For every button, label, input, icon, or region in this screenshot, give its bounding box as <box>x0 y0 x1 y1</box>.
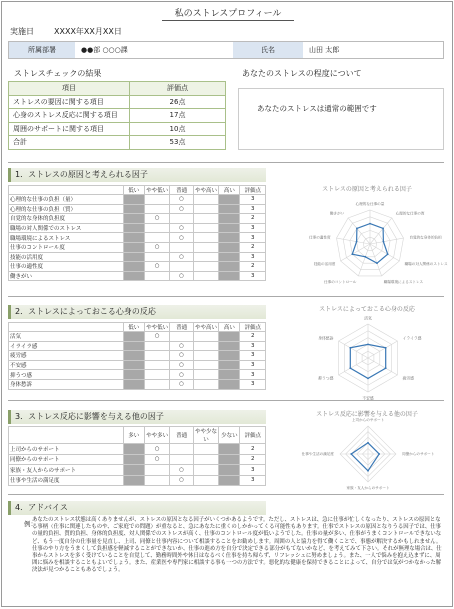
level-cell <box>219 204 240 214</box>
summary-table <box>8 81 226 150</box>
level-cell <box>193 262 218 272</box>
level-cell <box>144 379 169 389</box>
level-mark: ○ <box>144 454 169 465</box>
table-row <box>9 233 266 243</box>
level-cell <box>193 341 218 351</box>
level-cell <box>123 475 144 486</box>
date-label: 実施日 <box>10 27 34 36</box>
radar-point <box>385 367 387 369</box>
level-cell <box>144 271 169 281</box>
radar-spoke <box>339 358 368 375</box>
level-cell <box>219 332 240 342</box>
radar-spoke <box>358 244 370 276</box>
table-row <box>9 223 266 233</box>
level-cell <box>170 454 193 465</box>
header-blank <box>9 186 124 195</box>
name-value: 山田 太郎 <box>309 46 340 54</box>
level-cell <box>193 195 218 205</box>
row-score: 3 <box>240 370 266 380</box>
level-cell <box>193 223 218 233</box>
summary-score: 53点 <box>130 136 226 150</box>
row-score: 2 <box>240 262 266 272</box>
date-value: XXXX年XX月XX日 <box>54 27 122 36</box>
level-cell <box>123 454 144 465</box>
table-row <box>9 204 266 214</box>
level-cell <box>193 233 218 243</box>
level-heading: あなたのストレスの程度について <box>242 69 362 78</box>
row-label: 心理的な仕事の負担（量） <box>9 195 124 205</box>
row-score: 3 <box>240 252 266 262</box>
level-cell <box>219 223 240 233</box>
radar-axis-label: 疲労感 <box>402 375 414 381</box>
level-mark: ○ <box>170 360 193 370</box>
column-header: 高い <box>219 323 240 332</box>
level-cell <box>170 242 193 252</box>
row-score: 3 <box>240 465 266 476</box>
level-cell <box>170 332 193 342</box>
level-cell <box>123 465 144 476</box>
radar-point <box>387 253 389 255</box>
level-cell <box>144 370 169 380</box>
row-label: イライラ感 <box>9 341 124 351</box>
table-row <box>9 271 266 281</box>
level-cell <box>193 252 218 262</box>
level-cell <box>219 252 240 262</box>
section1-table <box>8 185 266 281</box>
radar-axis-label: 上司からのサポート <box>351 418 385 423</box>
level-cell <box>193 360 218 370</box>
column-header: 評価点 <box>240 186 266 195</box>
row-score: 3 <box>240 223 266 233</box>
row-score: 3 <box>240 233 266 243</box>
radar-axis-label: 心理的な仕事の質 <box>395 211 425 216</box>
level-cell <box>193 454 218 465</box>
radar-point <box>351 253 353 255</box>
chart3-radar <box>301 416 435 491</box>
divider <box>8 494 444 495</box>
table-header-row <box>9 186 266 195</box>
column-header: やや多い <box>144 427 169 444</box>
level-cell <box>170 214 193 224</box>
row-score: 2 <box>240 454 266 465</box>
radar-axis-label: 抑うつ感 <box>318 375 334 381</box>
level-cell <box>170 262 193 272</box>
radar-spoke <box>368 341 397 358</box>
section3-table <box>8 426 266 486</box>
level-mark: ○ <box>170 204 193 214</box>
row-label: 仕事や生活の満足度 <box>9 475 124 486</box>
level-mark: ○ <box>170 252 193 262</box>
level-cell <box>219 233 240 243</box>
radar-point <box>367 344 369 346</box>
level-cell <box>144 465 169 476</box>
level-cell <box>123 370 144 380</box>
level-mark: ○ <box>170 351 193 361</box>
stress-profile-page <box>1 1 453 607</box>
radar-axis-label: 活気 <box>364 315 372 321</box>
level-cell <box>219 195 240 205</box>
level-cell <box>219 341 240 351</box>
level-cell <box>193 242 218 252</box>
row-label: 身体愁訴 <box>9 379 124 389</box>
level-cell <box>144 351 169 361</box>
row-label: 不安感 <box>9 360 124 370</box>
chart1-title: ストレスの原因と考えられる因子 <box>322 186 412 193</box>
summary-item: 周囲のサポートに関する項目 <box>9 122 130 136</box>
level-cell <box>123 379 144 389</box>
table-row <box>9 360 266 370</box>
radar-point <box>364 256 366 258</box>
level-cell <box>123 214 144 224</box>
page-title: 私のストレスプロフィール <box>162 6 294 21</box>
section3-title: 3．ストレス反応に影響を与える他の因子 <box>8 410 266 424</box>
level-cell <box>193 332 218 342</box>
table-row <box>9 214 266 224</box>
radar-point <box>356 228 358 230</box>
example-label: 例： <box>24 520 37 528</box>
row-score: 2 <box>240 332 266 342</box>
level-mark: ○ <box>170 341 193 351</box>
radar-spoke <box>339 341 368 358</box>
row-label: 家族・友人からのサポート <box>9 465 124 476</box>
row-label: 抑うつ感 <box>9 370 124 380</box>
table-row <box>9 136 226 150</box>
row-score: 3 <box>240 204 266 214</box>
radar-axis-label: 職場の対人関係のストレス <box>404 262 448 267</box>
level-cell <box>144 341 169 351</box>
table-row <box>9 122 226 136</box>
row-label: 働きがい <box>9 271 124 281</box>
level-mark: ○ <box>170 195 193 205</box>
row-label: 仕事の適性度 <box>9 262 124 272</box>
level-mark: ○ <box>170 233 193 243</box>
level-box <box>238 88 444 150</box>
column-header: 普通 <box>170 427 193 444</box>
column-header: やや少ない <box>193 427 218 444</box>
radar-axis-label: 働きがい <box>329 211 345 216</box>
radar-spoke <box>370 238 403 244</box>
level-cell <box>123 271 144 281</box>
level-cell <box>219 242 240 252</box>
summary-item: 心身のストレス反応に関する項目 <box>9 109 130 123</box>
dept-label: 所属部署 <box>9 42 75 58</box>
level-cell <box>193 204 218 214</box>
level-mark: ○ <box>144 242 169 252</box>
radar-spoke <box>348 218 370 244</box>
radar-axis-label: 家族・友人からのサポート <box>346 486 390 491</box>
level-cell <box>219 214 240 224</box>
level-cell <box>219 271 240 281</box>
level-mark: ○ <box>144 444 169 455</box>
level-cell <box>123 223 144 233</box>
row-score: 2 <box>240 214 266 224</box>
radar-axis-label: 仕事の適性度 <box>309 235 331 240</box>
divider <box>8 400 444 401</box>
level-cell <box>193 465 218 476</box>
row-label: 職場の対人関係でのストレス <box>9 223 124 233</box>
table-row <box>9 379 266 389</box>
level-cell <box>219 465 240 476</box>
row-label: 疲労感 <box>9 351 124 361</box>
radar-point <box>367 470 369 472</box>
level-cell <box>123 360 144 370</box>
level-cell <box>123 233 144 243</box>
header-blank <box>9 323 124 332</box>
column-header: 高い <box>219 186 240 195</box>
summary-col-item: 項目 <box>9 82 130 96</box>
radar-point <box>349 367 351 369</box>
table-row <box>9 95 226 109</box>
radar-point <box>350 453 352 455</box>
table-header-row <box>9 427 266 444</box>
table-row <box>9 332 266 342</box>
radar-spoke <box>368 358 397 375</box>
row-score: 3 <box>240 379 266 389</box>
radar-axis-label: 身体愁訴 <box>318 335 334 341</box>
chart3-title: ストレス反応に影響を与える他の因子 <box>316 411 418 418</box>
row-score: 2 <box>240 242 266 252</box>
table-row <box>9 242 266 252</box>
level-cell <box>193 444 218 455</box>
name-label: 氏名 <box>233 42 303 58</box>
level-cell <box>193 271 218 281</box>
table-row <box>9 341 266 351</box>
radar-axis-label: 同僚からのサポート <box>402 452 435 457</box>
row-score: 3 <box>240 475 266 486</box>
column-header: 評価点 <box>240 323 266 332</box>
column-header: 普通 <box>170 186 193 195</box>
row-score: 3 <box>240 195 266 205</box>
section1-title: 1．ストレスの原因と考えられる因子 <box>8 168 266 182</box>
radar-spoke <box>370 218 392 244</box>
summary-item: 合計 <box>9 136 130 150</box>
row-label: 同僚からのサポート <box>9 454 124 465</box>
column-header: やや低い <box>144 186 169 195</box>
table-row <box>9 444 266 455</box>
level-cell <box>144 195 169 205</box>
summary-col-score: 評価点 <box>130 82 226 96</box>
chart2-title: ストレスによっておこる心身の反応 <box>319 306 415 313</box>
radar-point <box>376 262 378 264</box>
employee-info <box>8 41 444 59</box>
chart1-radar <box>298 194 448 292</box>
level-cell <box>170 444 193 455</box>
section2-title: 2．ストレスによっておこる心身の反応 <box>8 305 266 319</box>
table-row <box>9 465 266 476</box>
level-mark: ○ <box>170 223 193 233</box>
level-cell <box>123 204 144 214</box>
level-cell <box>144 360 169 370</box>
radar-axis-label: 技能の活用度 <box>313 262 336 267</box>
table-row <box>9 454 266 465</box>
level-cell <box>193 214 218 224</box>
level-cell <box>144 252 169 262</box>
level-cell <box>123 262 144 272</box>
table-row <box>9 475 266 486</box>
radar-spoke <box>337 238 370 244</box>
row-label: 上司からのサポート <box>9 444 124 455</box>
table-row <box>9 252 266 262</box>
level-mark: ○ <box>144 214 169 224</box>
level-cell <box>219 351 240 361</box>
level-cell <box>144 223 169 233</box>
column-header: 少ない <box>219 427 240 444</box>
level-mark: ○ <box>144 332 169 342</box>
chart2-radar <box>312 312 424 404</box>
radar-axis-label: 仕事のコントロール <box>324 279 357 284</box>
radar-axis-label: イライラ感 <box>402 335 422 341</box>
level-text: あなたのストレスは通常の範囲です <box>257 104 377 113</box>
level-mark: ○ <box>170 465 193 476</box>
level-cell <box>219 370 240 380</box>
row-score: 3 <box>240 341 266 351</box>
level-cell <box>123 332 144 342</box>
summary-heading: ストレスチェックの結果 <box>14 69 102 78</box>
level-mark: ○ <box>170 475 193 486</box>
summary-item: ストレスの要因に関する項目 <box>9 95 130 109</box>
level-cell <box>144 233 169 243</box>
table-row <box>9 109 226 123</box>
radar-axis-label: 仕事や生活の満足度 <box>301 452 334 457</box>
column-header: 低い <box>123 323 144 332</box>
level-cell <box>193 351 218 361</box>
summary-score: 10点 <box>130 122 226 136</box>
section2-table <box>8 322 266 390</box>
row-label: 技能の活用度 <box>9 252 124 262</box>
column-header: 評価点 <box>240 427 266 444</box>
level-cell <box>123 195 144 205</box>
table-row <box>9 262 266 272</box>
row-label: 職場環境によるストレス <box>9 233 124 243</box>
column-header: 多い <box>123 427 144 444</box>
row-label: 自覚的な身体的負担度 <box>9 214 124 224</box>
column-header: やや高い <box>193 186 218 195</box>
radar-point <box>383 241 385 243</box>
table-row <box>9 370 266 380</box>
level-cell <box>123 242 144 252</box>
advice-text: あなたのストレス状態は高くありませんが、ストレスの原因となる因子がいくつかあるようです。ただし、ストレスは、急に仕事が忙しくなったり、ストレスの原因となる事柄（仕事に関連したものや、ご家庭での問題）が重なると、急にあなたに重くのしかかってくる可能性もあります。仕事でストレスの原因となりうる因子では、仕事の量的負担、質的負担、身体的負担度、対人関係でのストレスが高く、仕事のコントロール度が低いようでした。仕事の量が多い、仕事がうまくコントロールできないなど、もう一度自分の仕事量を見直し、上司、同僚と仕事内容について相談することをお勧めします。周囲の人と協力を得て働くことで、事態が解決するかもしれません。仕事のやり方をうまくして負担感を軽減することができないか、仕事の進め方を自分で決定できる部分がもてないかなど、を考えてみて下さい。それが無理な場合は、仕事からストレスを多く受けていることを自覚して、勤務時間外や休日はなるべく仕事を持ち帰らず、リフレッシュに努めましょう。また、一人で悩みを抱え込まずに、周囲に悩みを相談することもよいでしょう。また、産業医や専門家に相談する事も一つの方法です。悪化的な健康を保持できることによって、自分では気がつかなかった解決法が見つかることもあるでしょう。 <box>32 517 442 574</box>
radar-point <box>369 223 371 225</box>
level-cell <box>193 475 218 486</box>
divider <box>8 162 444 163</box>
level-mark: ○ <box>144 262 169 272</box>
level-cell <box>219 454 240 465</box>
level-cell <box>123 444 144 455</box>
level-cell <box>123 341 144 351</box>
level-cell <box>123 252 144 262</box>
column-header: 低い <box>123 186 144 195</box>
column-header: 普通 <box>170 323 193 332</box>
row-score: 3 <box>240 351 266 361</box>
level-mark: ○ <box>170 370 193 380</box>
level-cell <box>219 444 240 455</box>
radar-point <box>356 241 358 243</box>
radar-point <box>385 347 387 349</box>
radar-axis-label: 心理的な仕事の量 <box>355 202 385 207</box>
level-cell <box>144 204 169 214</box>
summary-score: 26点 <box>130 95 226 109</box>
table-header-row <box>9 323 266 332</box>
row-score: 3 <box>240 360 266 370</box>
level-cell <box>144 475 169 486</box>
level-cell <box>219 475 240 486</box>
level-cell <box>219 262 240 272</box>
level-cell <box>219 379 240 389</box>
level-cell <box>123 351 144 361</box>
column-header: やや高い <box>193 323 218 332</box>
radar-axis-label: 不安感 <box>362 395 374 401</box>
level-mark: ○ <box>170 271 193 281</box>
radar-point <box>349 347 351 349</box>
radar-point <box>382 228 384 230</box>
row-label: 心理的な仕事の負担（質） <box>9 204 124 214</box>
level-cell <box>219 360 240 370</box>
radar-axis-label: 自覚的な身体的負担 <box>409 235 442 240</box>
column-header: やや低い <box>144 323 169 332</box>
level-mark: ○ <box>170 379 193 389</box>
radar-point <box>367 378 369 380</box>
section4-title: 4．アドバイス <box>8 501 266 515</box>
row-label: 仕事のコントロール度 <box>9 242 124 252</box>
table-row <box>9 351 266 361</box>
table-row <box>9 195 266 205</box>
radar-point <box>378 453 380 455</box>
row-label: 活気 <box>9 332 124 342</box>
radar-axis-label: 職場環境によるストレス <box>383 279 424 284</box>
divider <box>8 296 444 297</box>
dept-value: ●●部 ○○○課 <box>81 46 128 54</box>
header-blank <box>9 427 124 444</box>
level-cell <box>193 370 218 380</box>
summary-score: 17点 <box>130 109 226 123</box>
level-cell <box>193 379 218 389</box>
date-row <box>10 26 122 37</box>
row-score: 3 <box>240 271 266 281</box>
row-score: 2 <box>240 444 266 455</box>
radar-point <box>367 442 369 444</box>
